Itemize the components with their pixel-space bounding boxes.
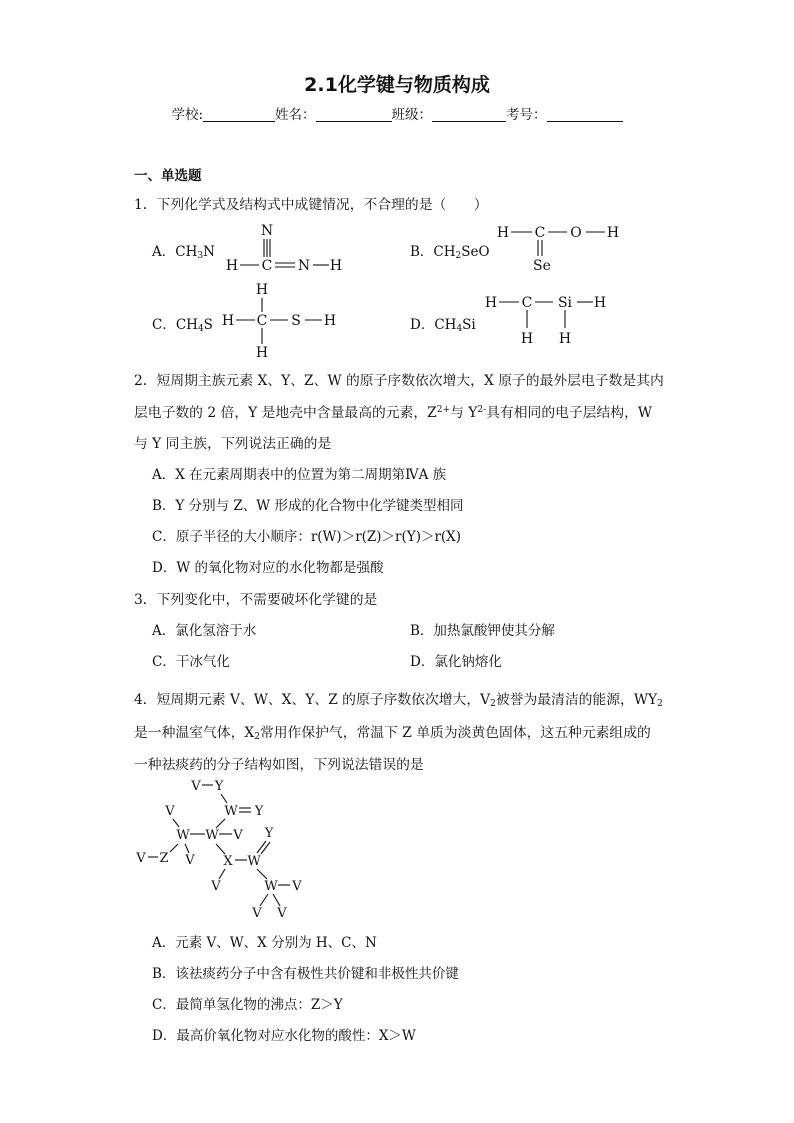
atom-c: C xyxy=(261,258,273,274)
number-blank[interactable] xyxy=(547,107,623,122)
atom-x: X xyxy=(223,854,233,869)
q2-stem-line1: 2．短周期主族元素 X、Y、Z、W 的原子序数依次增大，X 原子的最外层电子数是其内 xyxy=(134,373,664,389)
school-label: 学校: xyxy=(171,107,204,123)
atom-v: V xyxy=(211,879,221,894)
q3-option-d[interactable]: D．氯化钠熔化 xyxy=(410,654,502,670)
q4-option-d[interactable]: D．最高价氧化物对应水化物的酸性：X＞W xyxy=(152,1028,416,1044)
atom-h-right: H xyxy=(593,295,607,311)
structure-c xyxy=(222,280,346,362)
structure-d xyxy=(482,290,614,350)
q2-stem-line2: 层电子数的 2 倍，Y 是地壳中含量最高的元素，$Z^{2+}$与 $Y^{2-}$具有相同的电子层结构，W xyxy=(134,405,653,421)
q4-option-c[interactable]: C．最简单氢化物的沸点：Z＞Y xyxy=(152,997,343,1013)
atom-c: C xyxy=(256,313,268,329)
atom-h-top: H xyxy=(255,282,269,298)
atom-o: O xyxy=(570,225,582,241)
atom-si: Si xyxy=(557,295,573,311)
atom-c: C xyxy=(534,225,546,241)
q4-option-b[interactable]: B．该祛痰药分子中含有极性共价键和非极性共价键 xyxy=(152,966,459,982)
atom-h-left: H xyxy=(484,295,498,311)
atom-h-right: H xyxy=(329,258,343,274)
atom-v: V xyxy=(292,879,302,894)
atom-h-left: H xyxy=(496,225,510,241)
q1-option-b[interactable]: B．$CH_2SeO$ xyxy=(410,244,490,261)
atom-w: W xyxy=(264,879,278,894)
structure-a xyxy=(222,220,352,276)
atom-v: V xyxy=(136,851,146,866)
class-blank[interactable] xyxy=(432,107,506,122)
atom-w: W xyxy=(205,828,219,843)
q2-option-b[interactable]: B．Y 分别与 Z、W 形成的化合物中化学键类型相同 xyxy=(152,498,464,514)
atom-v: V xyxy=(252,906,262,921)
atom-n-right: N xyxy=(297,258,311,274)
q4-option-a[interactable]: A．元素 V、W、X 分别为 H、C、N xyxy=(152,935,377,951)
atom-y: Y xyxy=(214,779,224,794)
q1-option-a[interactable]: A．$CH_3N$ xyxy=(152,244,215,261)
q2-option-d[interactable]: D．W 的氧化物对应的水化物都是强酸 xyxy=(152,560,384,576)
atom-w: W xyxy=(224,804,238,819)
atom-h-left: H xyxy=(222,313,235,329)
number-label: 考号： xyxy=(506,107,547,123)
atom-w: W xyxy=(176,828,190,843)
page-title: 2.1化学键与物质构成 xyxy=(304,74,490,96)
atom-y: Y xyxy=(254,804,264,819)
atom-v: V xyxy=(185,853,195,868)
atom-c: C xyxy=(521,295,533,311)
atom-v: V xyxy=(277,906,287,921)
atom-v: V xyxy=(165,804,175,819)
q1-stem: 1．下列化学式及结构式中成键情况，不合理的是（ ） xyxy=(134,197,488,213)
atom-n-top: N xyxy=(260,223,274,239)
student-info xyxy=(0,103,794,123)
structure-b xyxy=(494,220,624,276)
q4-stem-line2: 是一种温室气体，$X_2$常用作保护气，常温下 Z 单质为淡黄色固体，这五种元素组成的 xyxy=(134,725,651,742)
class-label: 班级： xyxy=(391,107,433,123)
section-heading: 一、单选题 xyxy=(134,168,202,184)
atom-h-bottom-si: H xyxy=(558,331,572,347)
atom-h-bottom-c: H xyxy=(520,331,534,347)
molecule-structure xyxy=(130,775,320,925)
atom-v: V xyxy=(233,828,243,843)
name-label: 姓名： xyxy=(275,107,316,123)
atom-h-bottom: H xyxy=(255,345,269,361)
q2-stem-line3: 与 Y 同主族，下列说法正确的是 xyxy=(134,436,332,452)
q3-option-c[interactable]: C．干冰气化 xyxy=(152,654,230,670)
school-blank[interactable] xyxy=(203,107,275,122)
atom-h-left: H xyxy=(225,258,239,274)
atom-se: Se xyxy=(533,258,551,274)
q1-option-c[interactable]: C．$CH_4S$ xyxy=(152,317,213,334)
q2-option-a[interactable]: A．X 在元素周期表中的位置为第二周期第ⅣA 族 xyxy=(152,467,447,483)
q3-stem: 3．下列变化中，不需要破坏化学键的是 xyxy=(134,592,378,608)
atom-w: W xyxy=(247,854,261,869)
name-blank[interactable] xyxy=(316,107,392,122)
q1-option-d[interactable]: D．$CH_4Si$ xyxy=(410,317,476,334)
atom-z: Z xyxy=(159,851,169,866)
q2-option-c[interactable]: C．原子半径的大小顺序：r(W)＞r(Z)＞r(Y)＞r(X) xyxy=(152,529,462,545)
atom-h-right: H xyxy=(606,225,620,241)
q4-stem-line1: 4．短周期元素 V、W、X、Y、Z 的原子序数依次增大，$V_2$被誉为最清洁的能源，$WY_2$ xyxy=(134,692,663,709)
atom-h-right: H xyxy=(323,313,337,329)
atom-v: V xyxy=(191,779,201,794)
q3-option-b[interactable]: B．加热氯酸钾使其分解 xyxy=(410,623,555,639)
q4-stem-line3: 一种祛痰药的分子结构如图，下列说法错误的是 xyxy=(134,757,424,773)
q3-option-a[interactable]: A．氯化氢溶于水 xyxy=(152,623,257,639)
atom-s: S xyxy=(291,313,301,329)
atom-y: Y xyxy=(264,826,274,841)
